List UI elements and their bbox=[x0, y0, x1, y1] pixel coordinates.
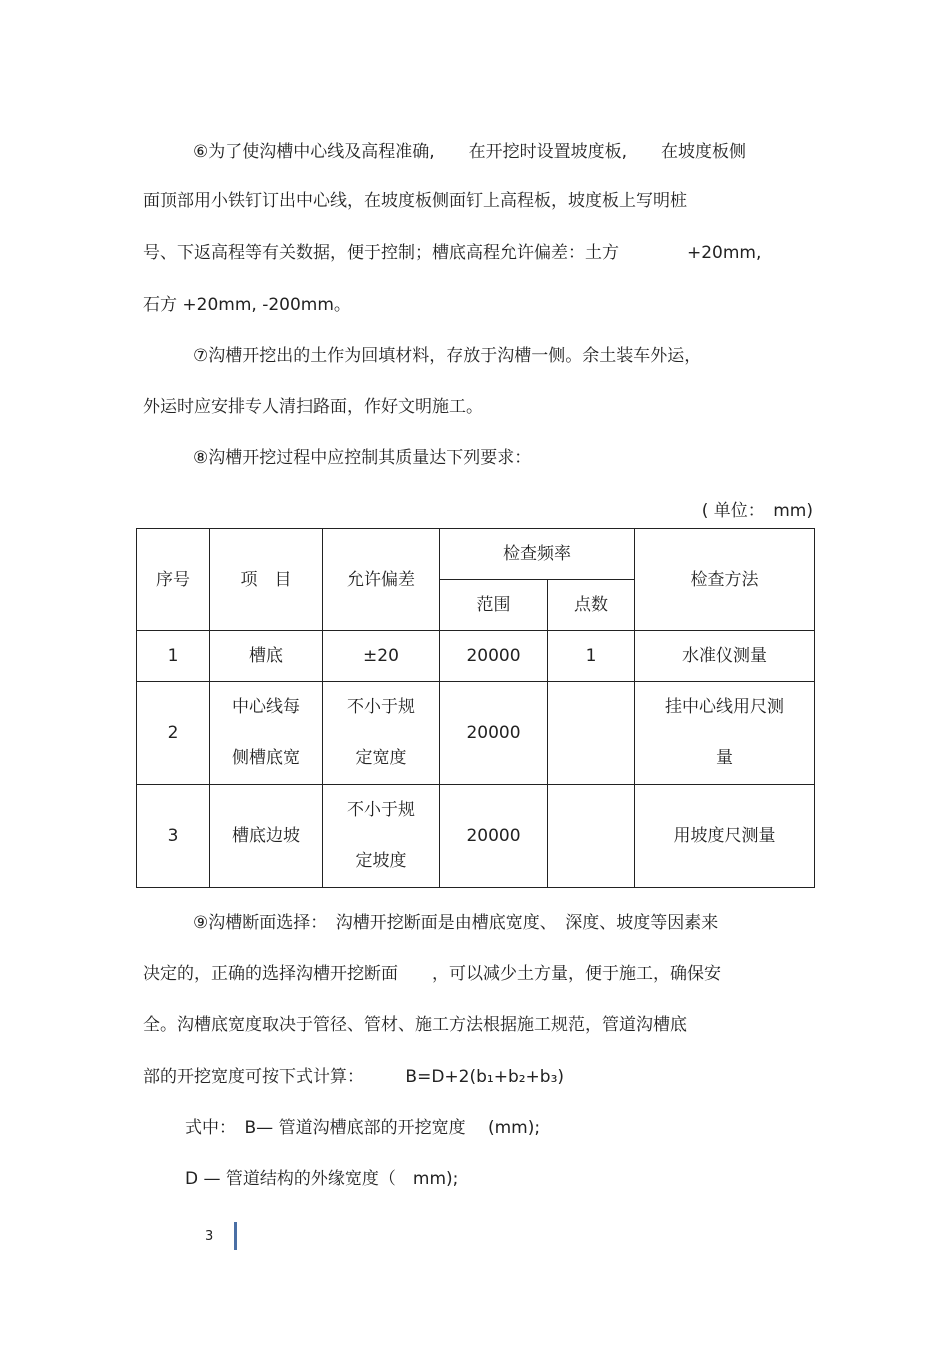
para7-line2: 外运时应安排专人清扫路面，作好文明施工。 bbox=[143, 397, 483, 417]
para9-line3: 全。沟槽底宽度取决于管径、管材、施工方法根据施工规范，管道沟槽底 bbox=[143, 1015, 687, 1035]
table-row bbox=[137, 785, 815, 888]
header-tolerance: 允许偏差 bbox=[323, 529, 440, 631]
para9-line4 bbox=[143, 1065, 564, 1089]
header-points: 点数 bbox=[548, 580, 635, 631]
row1-item: 槽底 bbox=[210, 631, 323, 682]
definition-d: D — 管道结构的外缘宽度（ mm); bbox=[185, 1169, 459, 1189]
row3-tolerance bbox=[323, 785, 440, 888]
row2-points bbox=[548, 682, 635, 785]
page-number: 3 bbox=[205, 1229, 214, 1244]
unit-note: ( 单位： mm) bbox=[701, 501, 813, 521]
row2-range: 20000 bbox=[440, 682, 548, 785]
row1-tolerance: ±20 bbox=[323, 631, 440, 682]
row2-tol-line2: 定宽度 bbox=[355, 748, 407, 768]
width-formula: B=D+2(b₁+b₂+b₃) bbox=[405, 1067, 565, 1087]
row2-item-line1: 中心线每 bbox=[232, 697, 300, 717]
row2-item-line2: 侧槽底宽 bbox=[232, 748, 300, 768]
row2-item bbox=[210, 682, 323, 785]
page-number-bar bbox=[234, 1222, 237, 1250]
row3-no: 3 bbox=[137, 785, 210, 888]
row2-no: 2 bbox=[137, 682, 210, 785]
row3-tol-line1: 不小于规 bbox=[347, 800, 415, 820]
definition-b: 式中： B— 管道沟槽底部的开挖宽度 (mm); bbox=[185, 1118, 541, 1138]
para9-line4-text: 部的开挖宽度可按下式计算： bbox=[143, 1067, 364, 1087]
header-range: 范围 bbox=[440, 580, 548, 631]
row3-method: 用坡度尺测量 bbox=[635, 785, 815, 888]
row2-tol-line1: 不小于规 bbox=[347, 697, 415, 717]
table-header-row bbox=[137, 529, 815, 580]
row2-method-line2: 量 bbox=[716, 748, 733, 768]
row2-method bbox=[635, 682, 815, 785]
row2-method-line1: 挂中心线用尺测 bbox=[665, 697, 784, 717]
table-row bbox=[137, 631, 815, 682]
quality-table bbox=[136, 528, 815, 888]
row1-range: 20000 bbox=[440, 631, 548, 682]
header-no: 序号 bbox=[137, 529, 210, 631]
row1-method: 水准仪测量 bbox=[635, 631, 815, 682]
para9-line2: 决定的，正确的选择沟槽开挖断面 ，可以减少土方量，便于施工，确保安 bbox=[143, 964, 721, 984]
para6-line2: 面顶部用小铁钉订出中心线，在坡度板侧面钉上高程板，坡度板上写明桩 bbox=[143, 191, 687, 211]
row1-points: 1 bbox=[548, 631, 635, 682]
row3-item: 槽底边坡 bbox=[210, 785, 323, 888]
para8-line1: ⑧沟槽开挖过程中应控制其质量达下列要求： bbox=[193, 448, 532, 468]
para6-line4: 石方 +20mm, -200mm。 bbox=[143, 295, 351, 315]
row2-tolerance bbox=[323, 682, 440, 785]
para6-line3: 号、下返高程等有关数据，便于控制；槽底高程允许偏差：土方 +20mm, bbox=[143, 243, 762, 263]
row3-range: 20000 bbox=[440, 785, 548, 888]
header-frequency: 检查频率 bbox=[440, 529, 635, 580]
row1-no: 1 bbox=[137, 631, 210, 682]
para9-line1: ⑨沟槽断面选择： 沟槽开挖断面是由槽底宽度、 深度、坡度等因素来 bbox=[193, 913, 719, 933]
table-row bbox=[137, 682, 815, 785]
header-item: 项 目 bbox=[210, 529, 323, 631]
row3-tol-line2: 定坡度 bbox=[355, 851, 407, 871]
para7-line1: ⑦沟槽开挖出的土作为回填材料，存放于沟槽一侧。余土装车外运， bbox=[193, 346, 702, 366]
row3-points bbox=[548, 785, 635, 888]
header-method: 检查方法 bbox=[635, 529, 815, 631]
para6-line1: ⑥为了使沟槽中心线及高程准确, 在开挖时设置坡度板, 在坡度板侧 bbox=[193, 142, 747, 162]
